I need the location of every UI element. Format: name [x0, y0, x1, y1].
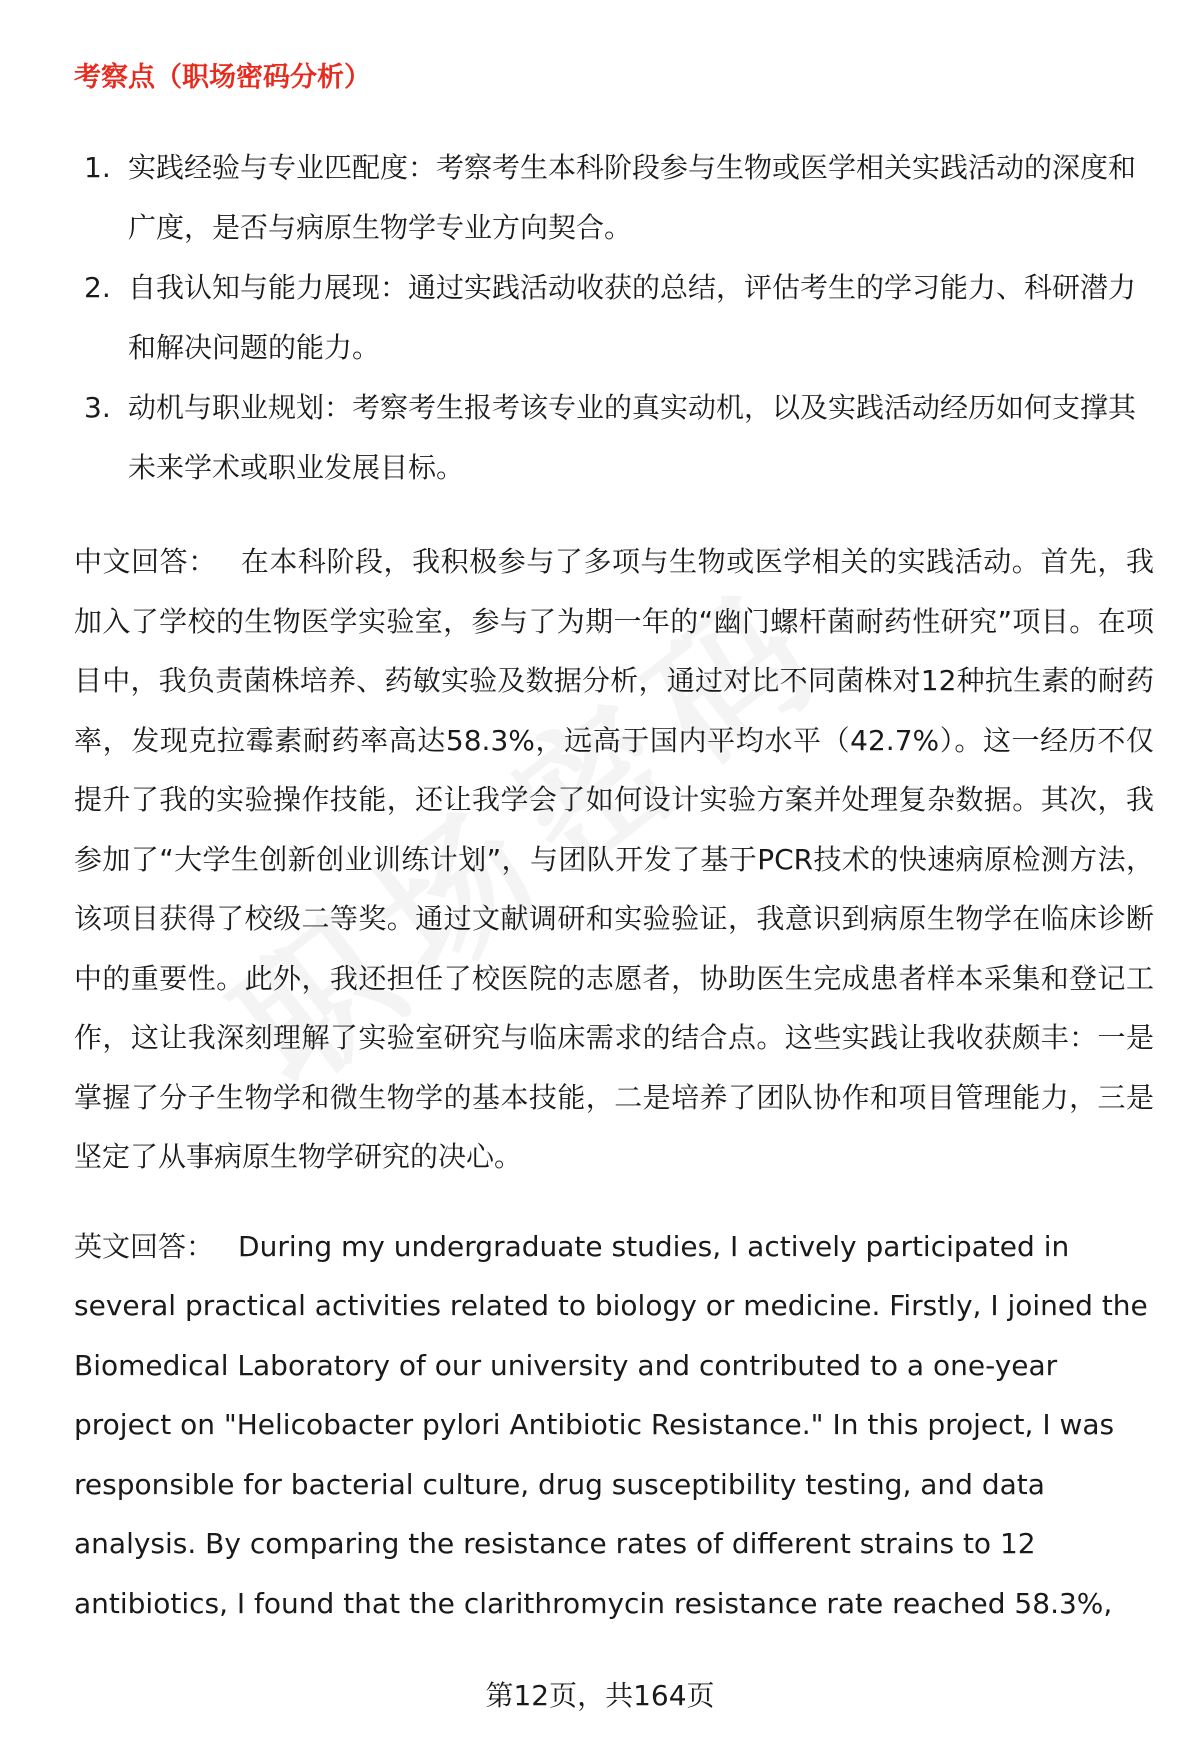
key-point-text: 实践经验与专业匹配度：考察考生本科阶段参与生物或医学相关实践活动的深度和广度，是否与病原生物学专业方向契合。 [128, 151, 1137, 244]
key-point-item [74, 258, 1154, 378]
english-answer [74, 1217, 1154, 1634]
page-content [74, 58, 1154, 1633]
key-point-item [74, 378, 1154, 498]
english-answer-text: During my undergraduate studies, I actively participated in several practical activities related to biology or medicine. Firstly, I joined the Biomedical Laboratory of our university and contributed to a one-year project on "Helicobacter pylori Antibiotic Resistance." In this project, I was responsible for bacterial culture, drug susceptibility testing, and data analysis. By comparing the resistance rates of different strains to 12 antibiotics, I found that the clarithromycin resistance rate reached 58.3%, [74, 1229, 1148, 1620]
key-points-list [74, 138, 1154, 498]
page-number: 第12页，共164页 [485, 1679, 715, 1712]
chinese-answer-label: 中文回答： [74, 545, 217, 578]
english-answer-label: 英文回答： [74, 1229, 215, 1263]
list-number: 1. [84, 151, 111, 184]
chinese-answer-text: 在本科阶段，我积极参与了多项与生物或医学相关的实践活动。首先，我加入了学校的生物医学实验室，参与了为期一年的“幽门螺杆菌耐药性研究”项目。在项目中，我负责菌株培养、药敏实验及数据分析，通过对比不同菌株对12种抗生素的耐药率，发现克拉霉素耐药率高达58.3%，远高于国内平均水平（42.7%）。这一经历不仅提升了我的实验操作技能，还让我学会了如何设计实验方案并处理复杂数据。其次，我参加了“大学生创新创业训练计划”，与团队开发了基于PCR技术的快速病原检测方法，该项目获得了校级二等奖。通过文献调研和实验验证，我意识到病原生物学在临床诊断中的重要性。此外，我还担任了校医院的志愿者，协助医生完成患者样本采集和登记工作，这让我深刻理解了实验室研究与临床需求的结合点。这些实践让我收获颇丰：一是掌握了分子生物学和微生物学的基本技能，二是培养了团队协作和项目管理能力，三是坚定了从事病原生物学研究的决心。 [74, 545, 1154, 1173]
list-number: 3. [84, 391, 111, 424]
key-point-item [74, 138, 1154, 258]
key-point-text: 自我认知与能力展现：通过实践活动收获的总结，评估考生的学习能力、科研潜力和解决问题的能力。 [128, 271, 1137, 364]
list-number: 2. [84, 271, 111, 304]
section-heading: 考察点（职场密码分析） [74, 62, 371, 93]
chinese-answer [74, 532, 1154, 1187]
key-point-text: 动机与职业规划：考察考生报考该专业的真实动机，以及实践活动经历如何支撑其未来学术或职业发展目标。 [128, 391, 1137, 484]
